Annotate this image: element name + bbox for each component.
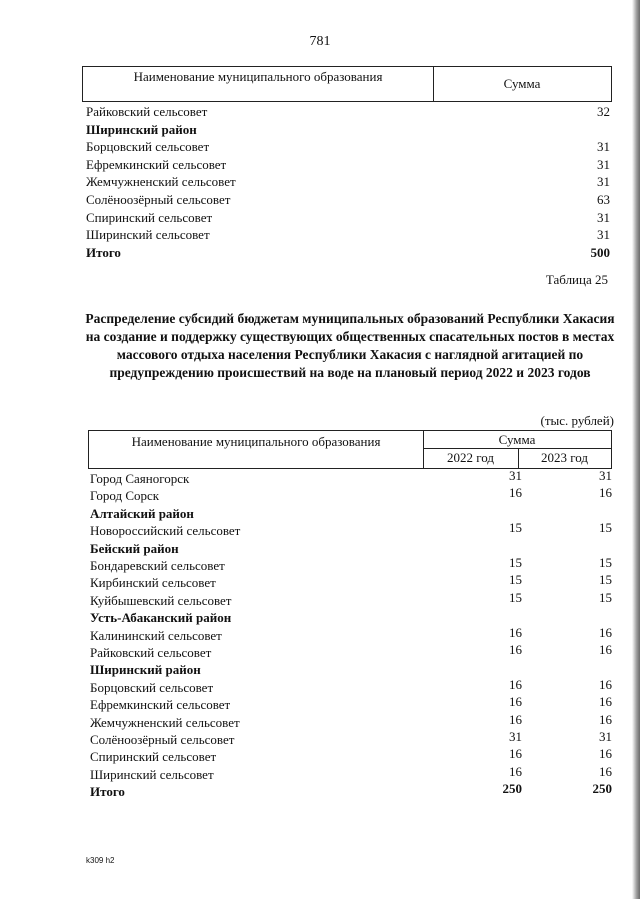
table1-row-value: 31: [597, 174, 610, 190]
table25-row-value-2023: 15: [599, 555, 612, 570]
table25-row-value-2023: 16: [599, 746, 612, 762]
table25-row-name: Райковский сельсовет: [90, 645, 212, 660]
table1-row-name: Борцовский сельсовет: [86, 139, 210, 155]
table25-row-value-2022: 16: [509, 676, 522, 692]
table25-row-name: Новороссийский сельсовет: [90, 523, 241, 539]
table25-row-value-2023: 16: [599, 694, 612, 710]
table25-row-value-2022: 16: [509, 624, 522, 640]
footer-code: k309 h2: [86, 856, 115, 865]
table25-row-name: Ефремкинский сельсовет: [90, 697, 231, 713]
table25-row-value-2023: 15: [599, 520, 612, 536]
table25-row-value-2023: 15: [599, 589, 612, 605]
table1-row-name: Ширинский район: [86, 121, 197, 137]
table25-row-value-2022: 16: [509, 746, 522, 762]
table1-row-value: 31: [597, 227, 610, 243]
table25-row-value-2022: 15: [509, 572, 522, 588]
table1-header-sum: Сумма: [503, 76, 541, 91]
table25-row-value-2023: 16: [599, 642, 612, 657]
table-title: Распределение субсидий бюджетам муниципальных образований Республики Хакасия на создание и поддержку существующих общественных спасательных постов в местах массового отдыха населения Республики Хакасия с наглядной агитацией по предупреждению происшествий на воде на плановый период 2022 и 2023 годов: [85, 311, 615, 380]
header-divider: [423, 448, 611, 449]
table1-row-value: 63: [597, 192, 610, 207]
table25-row-value-2022: 31: [509, 729, 522, 744]
table25-row-value-2022: 15: [509, 555, 522, 570]
table25-row-name: Бейский район: [90, 540, 179, 556]
table25-row-value-2023: 16: [599, 763, 612, 779]
table25-header-2022: 2022 год: [447, 450, 494, 465]
table1-row-name: Ширинский сельсовет: [86, 227, 210, 243]
table1-row-name: Жемчужненский сельсовет: [86, 174, 236, 190]
table1-header: [82, 66, 612, 102]
table25-row-name: Ширинский сельсовет: [90, 766, 214, 782]
table25-row-name: Алтайский район: [90, 505, 194, 521]
table25-header-sum: Сумма: [498, 432, 536, 447]
table25-row-value-2022: 15: [509, 520, 522, 536]
table25-row-name: Кирбинский сельсовет: [90, 575, 216, 591]
table25-row-value-2022: 16: [509, 711, 522, 727]
table1-row-name: Солёноозёрный сельсовет: [86, 192, 231, 207]
table25-row-value-2022: 16: [509, 485, 522, 501]
table1-row-name: Итого: [86, 244, 121, 260]
table25-row-value-2022: 250: [502, 781, 522, 797]
table1-row-value: 32: [597, 104, 610, 119]
table1-row-name: Спиринский сельсовет: [86, 209, 213, 225]
table25-row-name: Ширинский район: [90, 662, 201, 678]
table25-row-name: Усть-Абаканский район: [90, 610, 232, 626]
table25-row-value-2023: 31: [599, 468, 612, 483]
table1-row-name: Ефремкинский сельсовет: [86, 156, 227, 172]
table25-row-name: Солёноозёрный сельсовет: [90, 732, 235, 747]
table25-row-name: Борцовский сельсовет: [90, 679, 214, 695]
table25-row-name: Спиринский сельсовет: [90, 749, 217, 765]
table25-row-value-2023: 16: [599, 485, 612, 501]
table25-row-value-2022: 31: [509, 468, 522, 483]
page-number: 781: [309, 34, 331, 49]
table25-row-value-2023: 15: [599, 572, 612, 588]
table25-header: [88, 430, 612, 469]
table25-row-value-2022: 16: [509, 763, 522, 779]
table1-row-name: Райковский сельсовет: [86, 104, 208, 119]
table1-row-value: 31: [597, 139, 610, 155]
table25-row-name: Бондаревский сельсовет: [90, 558, 225, 573]
table25-row-name: Город Сорск: [90, 488, 160, 504]
table25-row-value-2023: 31: [599, 729, 612, 744]
table25-header-name: Наименование муниципального образования: [131, 434, 381, 449]
table1-row-value: 500: [590, 244, 610, 260]
units-label: (тыс. рублей): [540, 413, 614, 428]
scan-edge-shadow: [632, 0, 640, 899]
table25-row-value-2022: 15: [509, 589, 522, 605]
table25-row-name: Калининский сельсовет: [90, 627, 222, 643]
table25-row-value-2022: 16: [509, 694, 522, 710]
table25-row-value-2022: 16: [509, 642, 522, 657]
table25-row-name: Итого: [90, 784, 125, 800]
table1-row-value: 31: [597, 156, 610, 172]
table25-row-name: Жемчужненский сельсовет: [90, 714, 240, 730]
table1-header-name: Наименование муниципального образования: [133, 69, 383, 84]
table25-header-2023: 2023 год: [541, 450, 588, 465]
table25-row-name: Куйбышевский сельсовет: [90, 592, 232, 608]
table25-row-value-2023: 16: [599, 624, 612, 640]
table25-row-value-2023: 250: [592, 781, 612, 797]
table25-row-value-2023: 16: [599, 711, 612, 727]
table1-row-value: 31: [597, 209, 610, 225]
table25-row-name: Город Саяногорск: [90, 471, 190, 486]
table25-row-value-2023: 16: [599, 676, 612, 692]
table-caption: Таблица 25: [545, 272, 608, 287]
